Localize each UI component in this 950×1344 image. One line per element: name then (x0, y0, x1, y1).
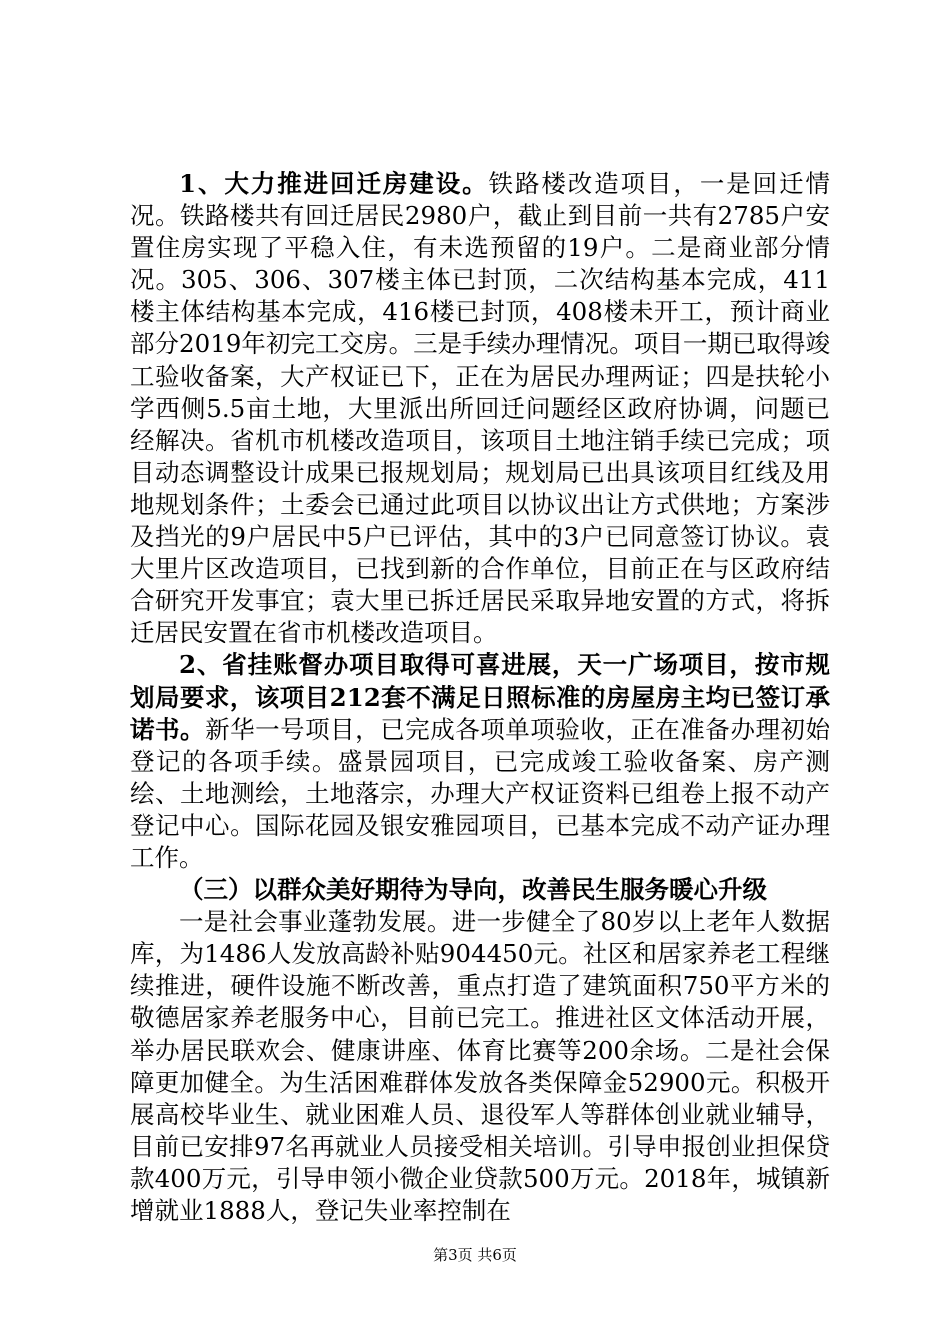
paragraph-1 (130, 168, 830, 649)
section-heading: （三）以群众美好期待为导向，改善民生服务暖心升级 (179, 875, 767, 905)
page-footer: 第3页 共6页 (433, 1246, 517, 1264)
paragraph-1-lead: 1、大力推进回迁房建设。 (179, 169, 489, 198)
paragraph-3: 一是社会事业蓬勃发展。进一步健全了80岁以上老年人数据库，为1486人发放高龄补贴904450元。社区和居家养老工程继续推进，硬件设施不断改善，重点打造了建筑面积750平方米的敬德居家养老服务中心，目前已完工。推进社区文体活动开展，举办居民联欢会、健康讲座、体育比赛等200余场。二是社会保障更加健全。为生活困难群体发放各类保障金52900元。积极开展高校毕业生、就业困难人员、退役军人等群体创业就业辅导，目前已安排97名再就业人员接受相关培训。引导申报创业担保贷款400万元，引导申领小微企业贷款500万元。2018年，城镇新增就业1888人，登记失业率控制在 (130, 907, 830, 1225)
paragraph-2-text: 新华一号项目，已完成各项单项验收，正在准备办理初始登记的各项手续。盛景园项目，已完成竣工验收备案、房产测绘、土地测绘，土地落宗，办理大产权证资料已组卷上报不动产登记中心。国际花园及银安雅园项目，已基本完成不动产证办理工作。 (130, 714, 831, 872)
paragraph-2-lead: 2、省挂账督办项目取得可喜进展，天一广场项目，按市规划局要求，该项目212套不满足日照标准的房屋房主均已签订承诺书。 (130, 650, 830, 744)
paragraph-1-text: 铁路楼改造项目，一是回迁情况。铁路楼共有回迁居民2980户，截止到目前一共有2785户安置住房实现了平稳入住，有未选预留的19户。二是商业部分情况。305、306、307楼主体已封顶，二次结构基本完成，411楼主体结构基本完成，416楼已封顶，408楼未开工，预计商业部分2019年初完工交房。三是手续办理情况。项目一期已取得竣工验收备案，大产权证已下，正在为居民办理两证；四是扶轮小学西侧5.5亩土地，大里派出所回迁问题经区政府协调，问题已经解决。省机市机楼改造项目，该项目土地注销手续已完成；项目动态调整设计成果已报规划局；规划局已出具该项目红线及用地规划条件；土委会已通过此项目以协议出让方式供地；方案涉及挡光的9户居民中5户已评估，其中的3户已同意签订协议。袁大里片区改造项目，已找到新的合作单位，目前正在与区政府结合研究开发事宜；袁大里已拆迁居民采取异地安置的方式，将拆迁居民安置在省市机楼改造项目。 (130, 169, 831, 648)
paragraph-2 (130, 649, 830, 874)
document-body (130, 168, 830, 1227)
